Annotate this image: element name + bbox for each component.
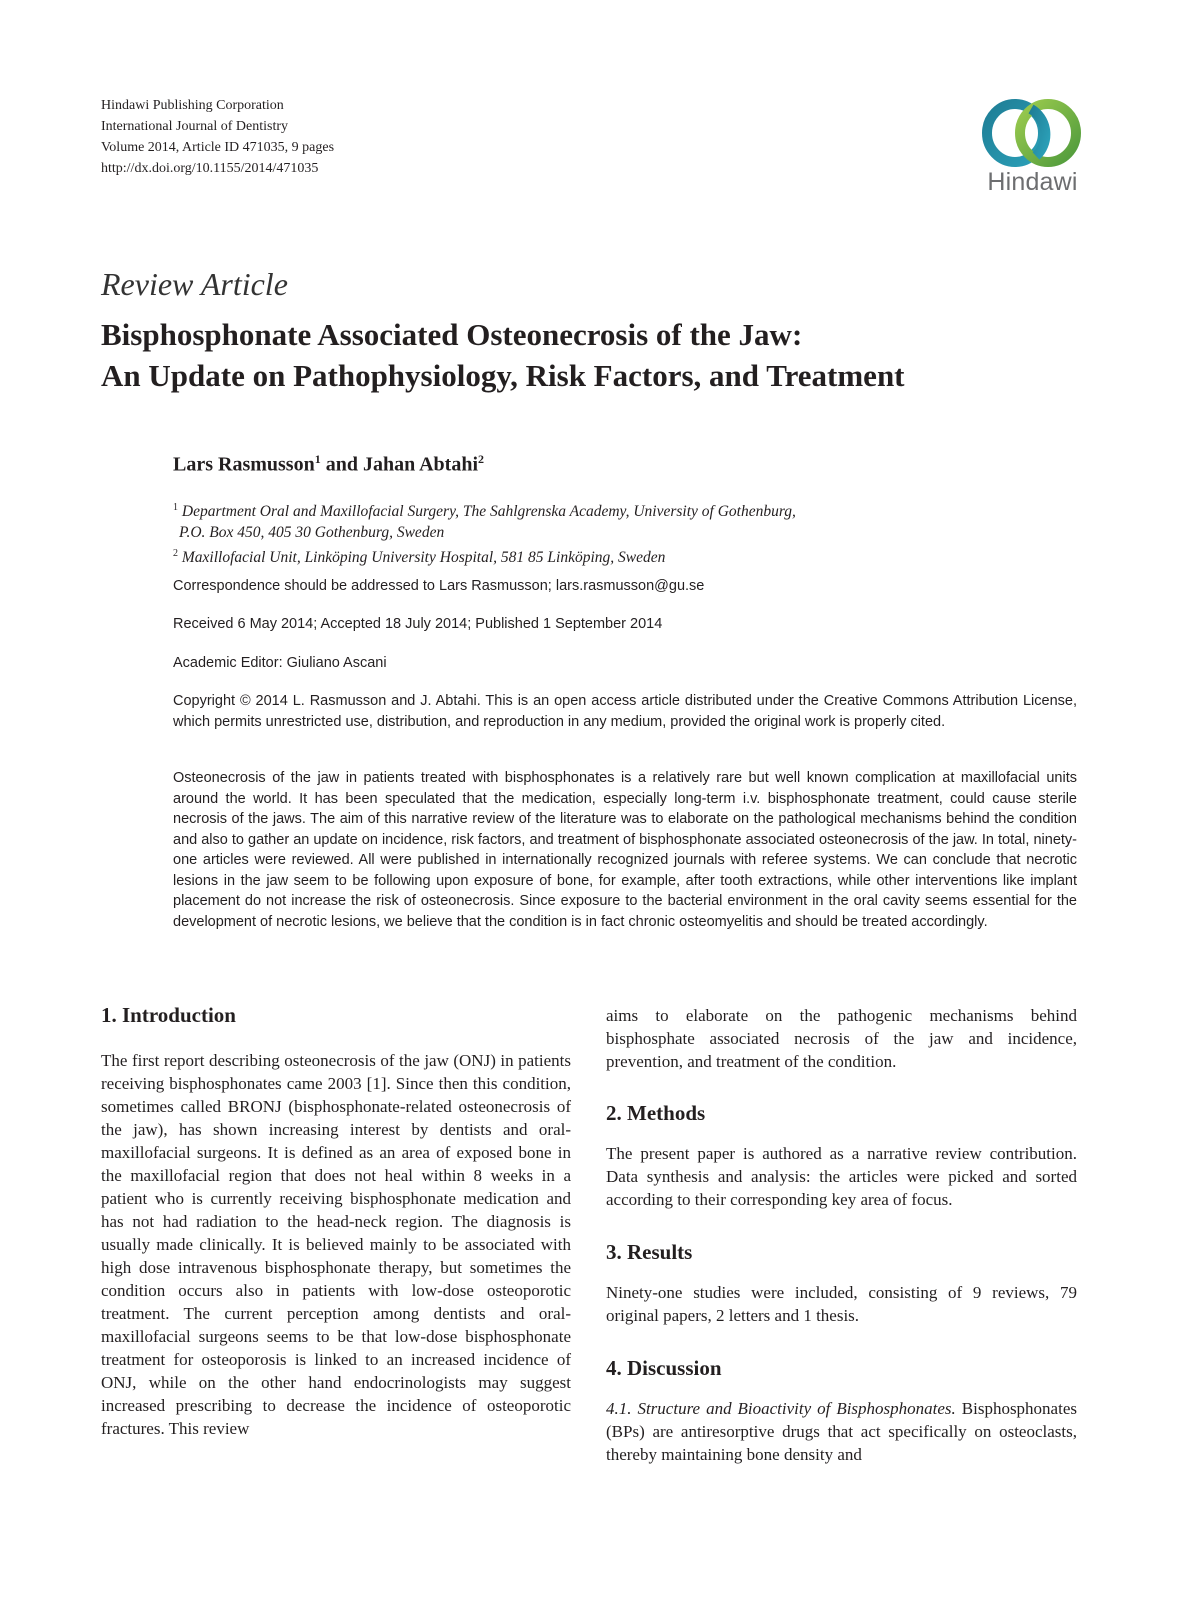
results-text: Ninety-one studies were included, consisting of 9 reviews, 79 original papers, 2 letters and 1 thesis. [606,1283,1077,1325]
abstract: Osteonecrosis of the jaw in patients treated with bisphosphonates is a relatively rare but well known complication at maxillofacial units around the world. It has been speculated that the medication, especially long-term i.v. bisphosphonate treatment, could cause sterile necrosis of the jaws. The aim of this narrative review of the literature was to elaborate on the pathological mechanisms behind the condition and also to gather an update on incidence, risk factors, and treatment of bisphosphonate associated osteonecrosis of the jaw. In total, ninety-one articles were reviewed. All were published in internationally recognized journals with referee systems. We can conclude that necrotic lesions in the jaw seem to be following upon exposure of bone, for example, after tooth extractions, while other interventions like implant placement do not increase the risk of osteonecrosis. Since exposure to the bacterial environment in the oral cavity seems essential for the development of necrotic lesions, we believe that the condition is in fact chronic osteomyelitis and should be treated accordingly. [173,770,1077,930]
affiliation-1-cont: P.O. Box 450, 405 30 Gothenburg, Sweden [179,524,445,542]
affiliation-marker: 1 [314,452,321,466]
discussion-body: Bisphosphonates (BPs) are antiresorptive drugs that act specifically on osteoclasts, thereby maintaining bone density and [606,1399,1077,1464]
subsection-title: 4.1. Structure and Bioactivity of Bisphosphonates. [606,1399,956,1418]
affiliation-2: $^2$ Maxillofacial Unit, Linköping University Hospital, 581 85 Linköping, Sweden [173,548,666,567]
article-type: Review Article [101,266,288,302]
copyright-notice: Copyright © 2014 L. Rasmusson and J. Abtahi. This is an open access article distributed under the Creative Commons Attribution License, which permits unrestricted use, distribution, and reproduction in any medium, provided the original work is properly cited. [173,693,1077,730]
author-name: Jahan Abtahi [362,453,479,476]
publication-dates: Received 6 May 2014; Accepted 18 July 2014; Published 1 September 2014 [173,616,663,632]
affiliation-1: $^1$ Department Oral and Maxillofacial Surgery, The Sahlgrenska Academy, University of Gothenburg, [173,502,796,521]
author-list [173,452,484,477]
section-heading-introduction: 1. Introduction [101,1003,236,1027]
academic-editor: Academic Editor: Giuliano Ascani [173,655,387,671]
introduction-text: The first report describing osteonecrosis of the jaw (ONJ) in patients receiving bisphosphonates came 2003 [1]. Since then this condition, sometimes called BRONJ (bisphosphonate-related osteonecrosis of the jaw), has shown increasing interest by dentists and oral-maxillofacial surgeons. It is defined as an area of exposed bone in the maxillofacial region that does not heal within 8 weeks in a patient who is currently receiving bisphosphonate medication and has not had radiation to the head-neck region. The diagnosis is usually made clinically. It is believed mainly to be associated with high dose intravenous bisphosphonate therapy, but sometimes the condition occurs also in patients with low-dose osteoporotic treatment. The current perception among dentists and oral-maxillofacial surgeons seems to be that low-dose bisphosphonate treatment for osteoporosis is linked to an increased incidence of ONJ, while on the other hand endocrinologists may suggest increased prescribing to decrease the incidence of osteoporotic fractures. This review [101,1051,571,1438]
doi-link[interactable]: http://dx.doi.org/10.1155/2014/471035 [101,161,319,176]
right-column [606,1004,1077,1466]
introduction-continuation: aims to elaborate on the pathogenic mechanisms behind bisphosphate associated necrosis of the jaw and incidence, prevention, and treatment of the condition. [606,1006,1077,1071]
section-heading-discussion: 4. Discussion [606,1356,722,1380]
article-title [101,314,1101,396]
author-name: Lars Rasmusson [173,453,315,476]
affiliation-marker: 2 [478,452,485,466]
title-line-2: An Update on Pathophysiology, Risk Factors, and Treatment [101,358,905,393]
logo-wordmark: Hindawi [987,168,1078,196]
volume-info: Volume 2014, Article ID 471035, 9 pages [101,140,335,155]
left-column [101,1002,571,1440]
affiliations [173,497,1073,568]
methods-text: The present paper is authored as a narrative review contribution. Data synthesis and analysis: the articles were picked and sorted according to their corresponding key area of focus. [606,1144,1077,1209]
hindawi-logo [980,96,1085,197]
discussion-text [606,1397,1077,1466]
section-heading-results: 3. Results [606,1240,693,1264]
author-connector: and [320,453,363,476]
correspondence-note: Correspondence should be addressed to Lars Rasmusson; lars.rasmusson@gu.se [173,578,705,594]
journal-header [101,95,334,179]
section-heading-methods: 2. Methods [606,1101,706,1125]
hindawi-rings-icon [980,96,1085,170]
title-line-1: Bisphosphonate Associated Osteonecrosis of the Jaw: [101,317,803,352]
journal-name: International Journal of Dentistry [101,119,289,134]
publisher-name: Hindawi Publishing Corporation [101,98,284,113]
